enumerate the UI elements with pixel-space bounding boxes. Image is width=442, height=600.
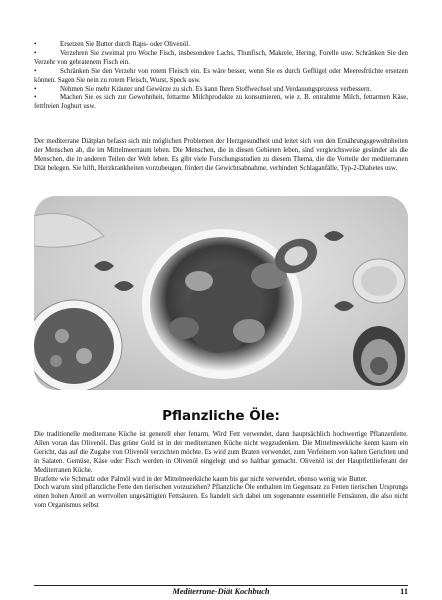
section-body bbox=[34, 431, 408, 511]
list-item bbox=[34, 41, 408, 50]
list-item bbox=[34, 50, 408, 68]
section-heading: Pflanzliche Öle: bbox=[162, 408, 280, 424]
paragraph: Doch warum sind pflanzliche Fette den tierischen vorzuziehen? Pflanzliche Öle enthalten im Gegensatz zu Fetten tierischen Ursprungs einen hohen Anteil an wertvollen ungesättigten Fettsäuren. Es handelt sich dabei um sogenannte essentielle Fettsäuren, die also nicht vom Organismus selbst bbox=[34, 484, 408, 510]
bullet-mark: • bbox=[34, 49, 37, 57]
footer-divider bbox=[34, 585, 408, 586]
bullet-mark: • bbox=[34, 94, 37, 102]
bullet-mark: • bbox=[34, 85, 37, 93]
paragraph: Bratfette wie Schmalz oder Palmöl wird in der Mittelmeerküche kaum bis gar nicht verwendet, ebenso wenig wie Butter. bbox=[34, 475, 368, 483]
bullet-text: Verzehren Sie zweimal pro Woche Fisch, insbesondere Lachs, Thunfisch, Makrele, Hering, Forelle usw. Schränken Sie den Verzehr von gebratenem Fisch ein. bbox=[34, 49, 408, 66]
bullet-text: Schränken Sie den Verzehr von rotem Fleisch ein. Es wäre besser, wenn Sie es durch Geflügel oder Meeresfrüchte ersetzen können. Sagen Sie nein zu rotem Fleisch, Wurst, Speck usw. bbox=[34, 67, 408, 84]
paragraph: Die traditionelle mediterrane Küche ist generell eher fettarm. Wird Fett verwendet, dann hauptsächlich hochwertige Pflanzenfette. Allen voran das Olivenöl. Das grüne Gold ist in der mediterranen Küche nicht wegzudenken. Die Mittelmeerküche kennt kaum ein Gericht, das auf die Zugabe von Olivenöl verzichten möchte. Es wird zum Braten verwendet, zum Verfeinern von kalten Gerichten und in Salaten. Gemüse, Käse oder Fisch werden in Olivenöl eingelegt und so haltbar gemacht. Olivenöl ist der Hauptfettlieferant der Mediterranen Küche. bbox=[34, 431, 408, 474]
intro-paragraph: Der mediterrane Diätplan befasst sich mit möglichen Problemen der Herzgesundheit und leitet sich von den Ernährungsgewohnheiten der Menschen ab, die im Mittelmeerraum leben. Die Menschen, die in diesen Gebieten leben, sind vergleichsweise gesünder als die Menschen, die in anderen Teilen der Welt leben. Es gibt viele Forschungsstudien zu diesem Thema, die die Vorteile der mediterranen Diät belegen. Sie hilft, Herzkrankheiten vorzubeugen, fördert die Gewichtsabnahme, verhindert Schlaganfälle, Typ-2-Diabetes usw. bbox=[34, 138, 408, 172]
page-number: 11 bbox=[400, 587, 408, 596]
list-item bbox=[34, 86, 408, 95]
bullet-text: Machen Sie es sich zur Gewohnheit, fettarme Milchprodukte zu konsumieren, wie z. B. entrahmte Milch, fettarmen Käse, fettfreien Joghurt usw. bbox=[34, 94, 408, 111]
bullet-mark: • bbox=[34, 67, 37, 75]
bullet-text: Nehmen Sie mehr Kräuter und Gewürze zu sich. Es kann Ihren Stoffwechsel und Verdauungsprozess verbessern. bbox=[60, 85, 372, 93]
bullet-text: Ersetzen Sie Butter durch Raps- oder Olivenöl. bbox=[60, 41, 190, 48]
list-item bbox=[34, 68, 408, 86]
footer-title: Mediterrane-Diät Kochbuch bbox=[172, 587, 270, 596]
food-photo bbox=[34, 196, 408, 390]
bullet-mark: • bbox=[34, 41, 37, 48]
bullet-list bbox=[34, 41, 408, 112]
list-item bbox=[34, 94, 408, 112]
